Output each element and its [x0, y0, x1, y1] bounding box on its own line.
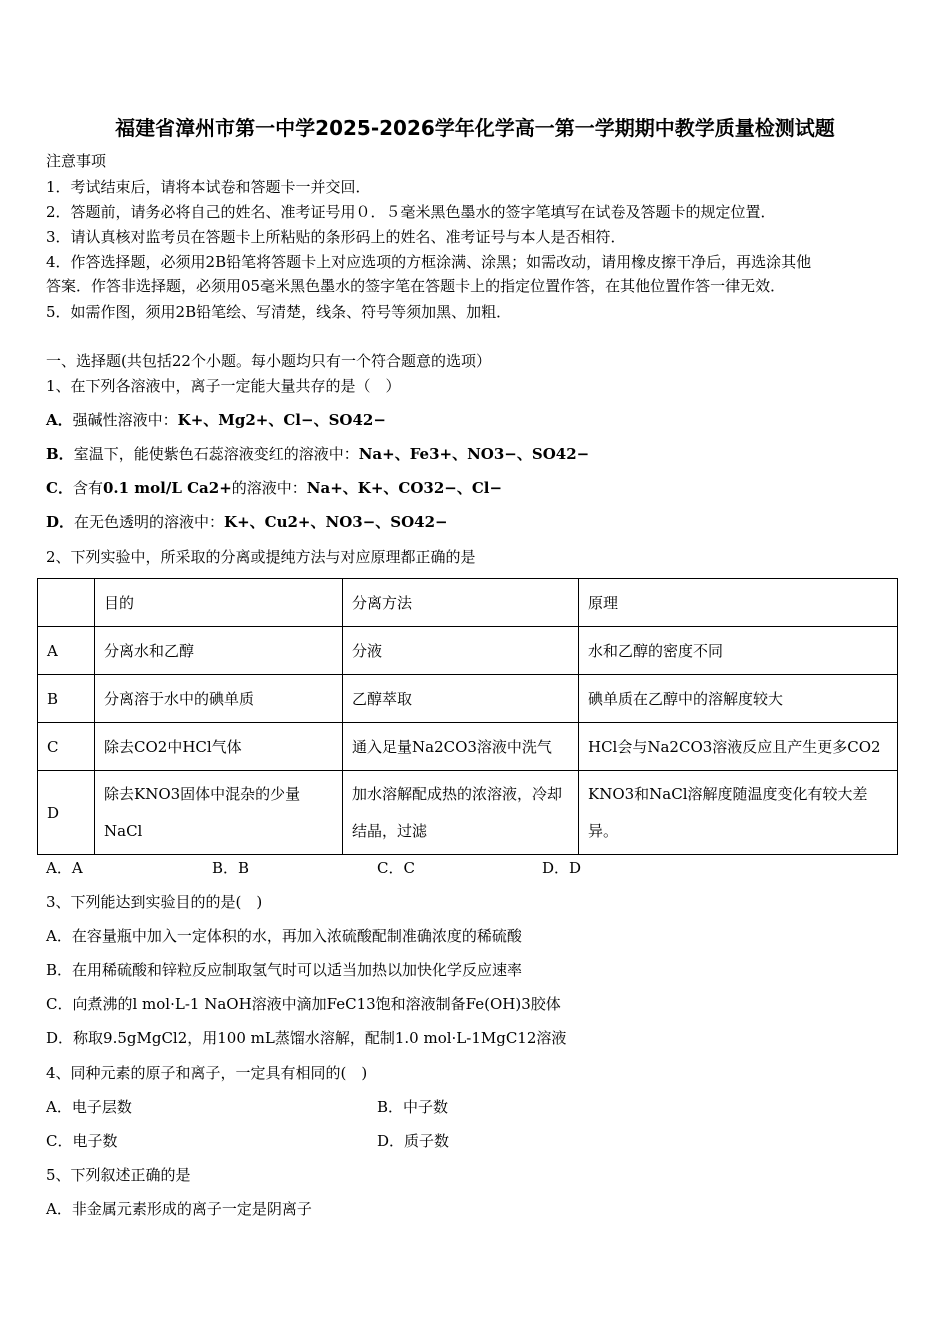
table-cell: C: [38, 723, 95, 771]
q4-option-b: B．中子数: [377, 1098, 449, 1116]
q4-option-d: D．质子数: [377, 1132, 450, 1150]
option-text: 室温下，能使紫色石蕊溶液变红的溶液中：: [73, 445, 359, 463]
q4-option-c: C．电子数: [46, 1132, 118, 1150]
q3-option-c: C．向煮沸的l mol·L-1 NaOH溶液中滴加FeC13饱和溶液制备Fe(OH)3胶体: [46, 995, 561, 1013]
notice-item: 2．答题前，请务必将自己的姓名、准考证号用０．５毫米黑色墨水的签字笔填写在试卷及答题卡的规定位置．: [46, 203, 776, 221]
q4-option-a: A．电子层数: [46, 1098, 132, 1116]
notice-item: 5．如需作图，须用2B铅笔绘、写清楚，线条、符号等须加黑、加粗．: [46, 303, 512, 321]
q5-option-a: A．非金属元素形成的离子一定是阴离子: [46, 1200, 312, 1218]
table-cell: A: [38, 627, 95, 675]
table-header: [38, 579, 95, 627]
table-header-row: [38, 579, 898, 627]
table-cell: 分离溶于水中的碘单质: [95, 675, 343, 723]
option-label: A．: [46, 411, 73, 429]
ion-list: K+、Cu2+、NO3−、SO42−: [224, 513, 448, 531]
option-label: C．: [46, 479, 73, 497]
table-row: [38, 771, 898, 855]
q1-option-c: [46, 478, 502, 498]
q4-stem: 4、同种元素的原子和离子，一定具有相同的( ): [46, 1064, 368, 1082]
table-cell: 通入足量Na2CO3溶液中洗气: [343, 723, 579, 771]
q2-option-c: C．C: [377, 859, 415, 877]
table-cell: 加水溶解配成热的浓溶液，冷却结晶，过滤: [343, 771, 579, 855]
table-cell: 分离水和乙醇: [95, 627, 343, 675]
option-label: B．: [46, 445, 74, 463]
option-text: 的溶液中：: [231, 479, 307, 497]
q1-option-a: [46, 410, 386, 430]
q3-option-b: B．在用稀硫酸和锌粒反应制取氢气时可以适当加热以加快化学反应速率: [46, 961, 523, 979]
q1-option-b: [46, 444, 589, 464]
separation-table: [37, 578, 898, 855]
q2-stem: 2、下列实验中，所采取的分离或提纯方法与对应原理都正确的是: [46, 548, 476, 566]
q2-option-d: D．D: [542, 859, 582, 877]
notice-heading: 注意事项: [46, 152, 107, 170]
option-text: 在无色透明的溶液中：: [74, 513, 225, 531]
notice-item: 1．考试结束后，请将本试卷和答题卡一并交回．: [46, 178, 371, 196]
concentration: 0.1 mol/L Ca2+: [102, 479, 232, 497]
table-cell: 乙醇萃取: [343, 675, 579, 723]
section-heading: 一、选择题(共包括22个小题。每小题均只有一个符合题意的选项）: [46, 352, 491, 370]
table-cell: HCl会与Na2CO3溶液反应且产生更多CO2: [579, 723, 898, 771]
table-cell: D: [38, 771, 95, 855]
notice-item: 4．作答选择题，必须用2B铅笔将答题卡上对应选项的方框涂满、涂黑；如需改动，请用橡皮擦干净后，再选涂其他: [46, 253, 812, 271]
notice-item: 答案．作答非选择题，必须用05毫米黑色墨水的签字笔在答题卡上的指定位置作答，在其他位置作答一律无效．: [46, 277, 786, 295]
table-row: [38, 627, 898, 675]
option-text: 强碱性溶液中：: [72, 411, 178, 429]
notice-item: 3．请认真核对监考员在答题卡上所粘贴的条形码上的姓名、准考证号与本人是否相符．: [46, 228, 626, 246]
q3-stem: 3、下列能达到实验目的的是( ): [46, 893, 263, 911]
table-header: 目的: [95, 579, 343, 627]
ion-list: K+、Mg2+、Cl−、SO42−: [177, 411, 386, 429]
page-title: 福建省漳州市第一中学2025-2026学年化学高一第一学期期中教学质量检测试题: [115, 116, 835, 140]
table-row: [38, 675, 898, 723]
table-cell: 分液: [343, 627, 579, 675]
q5-stem: 5、下列叙述正确的是: [46, 1166, 191, 1184]
ion-list: Na+、K+、CO32−、Cl−: [306, 479, 503, 497]
q3-option-d: D．称取9.5gMgCl2，用100 mL蒸馏水溶解，配制1.0 mol·L-1MgC12溶液: [46, 1029, 567, 1047]
table-cell: 水和乙醇的密度不同: [579, 627, 898, 675]
q2-option-a: A．A: [46, 859, 83, 877]
q2-option-b: B．B: [212, 859, 250, 877]
table-row: [38, 723, 898, 771]
ion-list: Na+、Fe3+、NO3−、SO42−: [358, 445, 590, 463]
table-cell: B: [38, 675, 95, 723]
q3-option-a: A．在容量瓶中加入一定体积的水，再加入浓硫酸配制准确浓度的稀硫酸: [46, 927, 522, 945]
table-cell: 碘单质在乙醇中的溶解度较大: [579, 675, 898, 723]
q1-option-d: [46, 512, 448, 532]
table-header: 分离方法: [343, 579, 579, 627]
q1-stem: 1、在下列各溶液中，离子一定能大量共存的是（ ）: [46, 377, 401, 395]
table-header: 原理: [579, 579, 898, 627]
table-cell: 除去CO2中HCl气体: [95, 723, 343, 771]
table-cell: 除去KNO3固体中混杂的少量NaCl: [95, 771, 343, 855]
option-text: 含有: [72, 479, 103, 497]
option-label: D．: [46, 513, 75, 531]
table-cell: KNO3和NaCl溶解度随温度变化有较大差异。: [579, 771, 898, 855]
